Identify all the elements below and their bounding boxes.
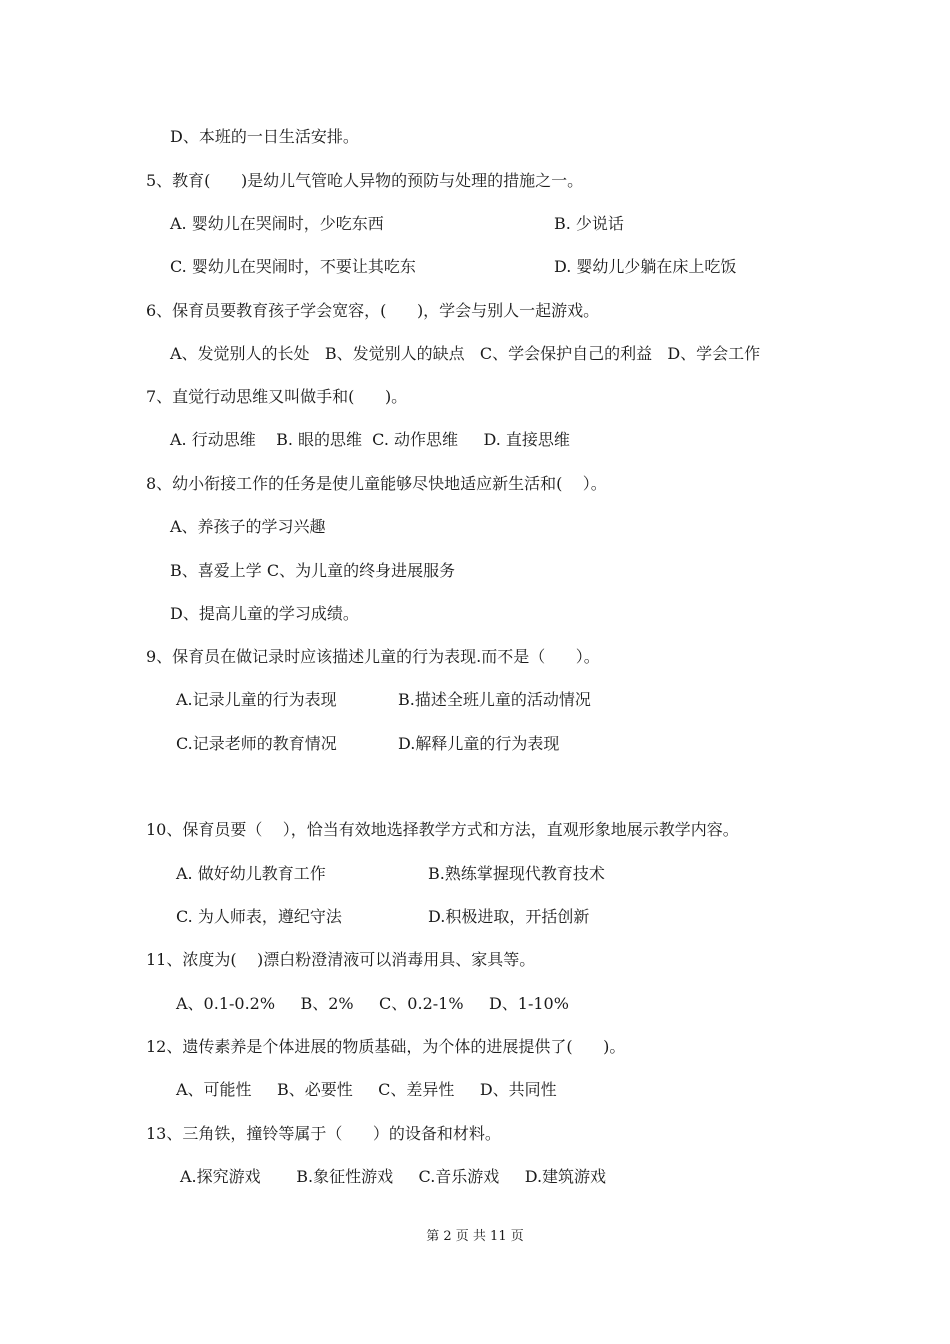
q13-stem: 13、三角铁，撞铃等属于（ ）的设备和材料。 — [146, 1124, 501, 1143]
q13-options: A.探究游戏 B.象征性游戏 C.音乐游戏 D.建筑游戏 — [180, 1167, 607, 1186]
q4-option-d: D、本班的一日生活安排。 — [170, 127, 359, 146]
q5-option-c: C. 婴幼儿在哭闹时，不要让其吃东 — [170, 257, 416, 276]
q5-stem: 5、教育( )是幼儿气管呛人异物的预防与处理的措施之一。 — [146, 171, 584, 190]
page-number-footer: 第 2 页 共 11 页 — [426, 1229, 524, 1244]
q6-options: A、发觉别人的长处 B、发觉别人的缺点 C、学会保护自己的利益 D、学会工作 — [170, 344, 761, 363]
q7-options: A. 行动思维 B. 眼的思维 C. 动作思维 D. 直接思维 — [170, 430, 570, 449]
q10-stem: 10、保育员要（ ），恰当有效地选择教学方式和方法，直观形象地展示教学内容。 — [146, 820, 739, 839]
q10-option-c: C. 为人师表，遵纪守法 — [176, 907, 342, 926]
q9-stem: 9、保育员在做记录时应该描述儿童的行为表现.而不是（ ）。 — [146, 647, 600, 666]
q5-option-b: B. 少说话 — [554, 214, 624, 233]
q9-option-d: D.解释儿童的行为表现 — [398, 734, 560, 753]
q8-option-bc: B、喜爱上学 C、为儿童的终身进展服务 — [170, 561, 456, 580]
q5-option-d: D. 婴幼儿少躺在床上吃饭 — [554, 257, 737, 276]
q12-stem: 12、遗传素养是个体进展的物质基础，为个体的进展提供了( )。 — [146, 1037, 626, 1056]
q10-option-b: B.熟练掌握现代教育技术 — [428, 864, 605, 883]
q9-option-b: B.描述全班儿童的活动情况 — [398, 690, 591, 709]
q9-option-a: A.记录儿童的行为表现 — [176, 690, 337, 709]
q11-options: A、0.1-0.2% B、2% C、0.2-1% D、1-10% — [176, 994, 569, 1013]
q12-options: A、可能性 B、必要性 C、差异性 D、共同性 — [176, 1080, 557, 1099]
q7-stem: 7、直觉行动思维又叫做手和( )。 — [146, 387, 408, 406]
q8-option-d: D、提高儿童的学习成绩。 — [170, 604, 359, 623]
q11-stem: 11、浓度为( )漂白粉澄清液可以消毒用具、家具等。 — [146, 950, 536, 969]
q5-option-a: A. 婴幼儿在哭闹时，少吃东西 — [170, 214, 384, 233]
q9-option-c: C.记录老师的教育情况 — [176, 734, 337, 753]
q8-stem: 8、幼小衔接工作的任务是使儿童能够尽快地适应新生活和( ）。 — [146, 474, 607, 493]
q8-option-a: A、养孩子的学习兴趣 — [170, 517, 326, 536]
q10-option-a: A. 做好幼儿教育工作 — [176, 864, 326, 883]
q6-stem: 6、保育员要教育孩子学会宽容，( )，学会与别人一起游戏。 — [146, 301, 600, 320]
q10-option-d: D.积极进取，开括创新 — [428, 907, 590, 926]
